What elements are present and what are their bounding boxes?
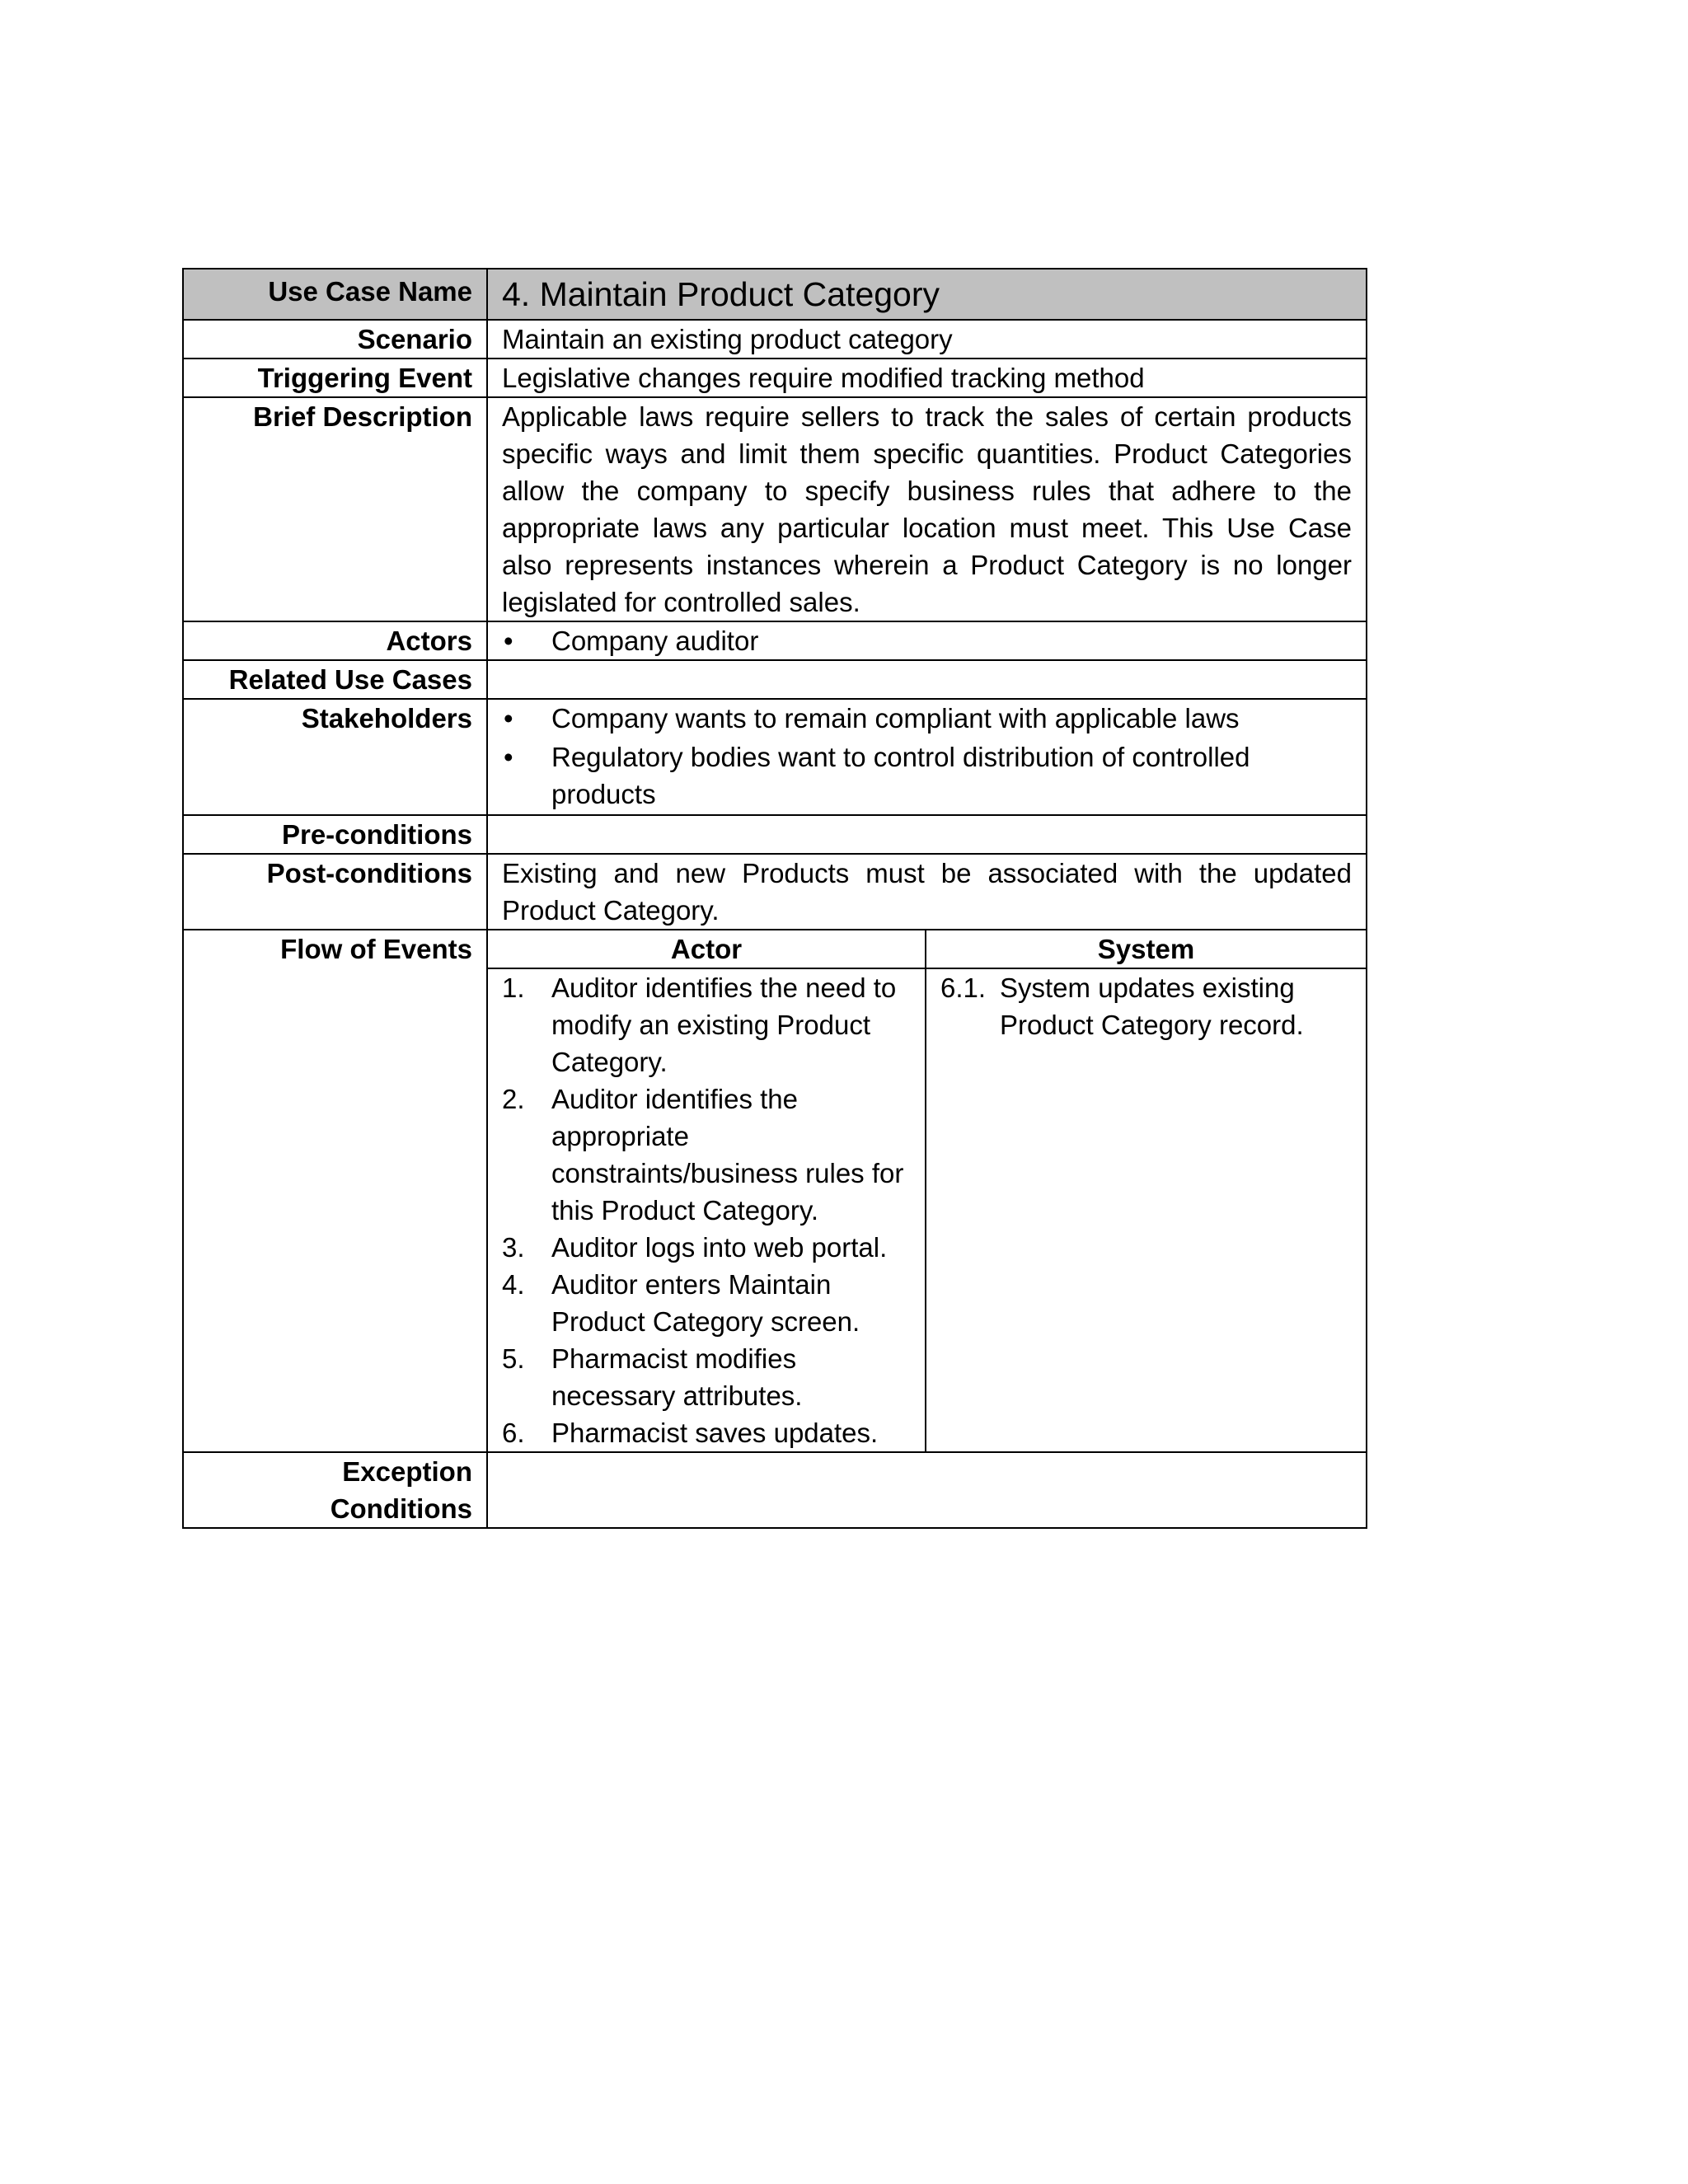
actor-steps-list [502,969,911,1451]
step-text: Pharmacist modifies necessary attributes. [551,1343,803,1411]
stakeholders-value [487,699,1367,815]
row-related-use-cases [183,660,1367,699]
label-stakeholders: Stakeholders [183,699,487,815]
row-preconditions [183,815,1367,854]
row-exception-conditions [183,1452,1367,1528]
stakeholders-list [502,700,1352,813]
actor-step [502,1229,911,1266]
actor-step [502,1340,911,1414]
postconditions-value: Existing and new Products must be associated with the updated Product Category. [487,854,1367,930]
stakeholder-text: Regulatory bodies want to control distribution of controlled products [551,742,1250,809]
row-use-case-name [183,269,1367,320]
use-case-title: 4. Maintain Product Category [502,275,940,313]
step-text: Auditor enters Maintain Product Category screen. [551,1269,860,1337]
flow-actor-cell [487,968,926,1452]
actor-step [502,1266,911,1340]
actor-text: Company auditor [551,626,759,656]
label-related-use-cases: Related Use Cases [183,660,487,699]
row-brief-description [183,397,1367,621]
related-use-cases-value [487,660,1367,699]
step-number: 4. [502,1269,525,1300]
row-actors [183,621,1367,660]
step-number: 5. [502,1343,525,1374]
row-stakeholders [183,699,1367,815]
step-number: 1. [502,972,525,1003]
label-use-case-name: Use Case Name [183,269,487,320]
list-item [502,738,1352,813]
list-item [502,622,1352,659]
preconditions-value [487,815,1367,854]
label-flow-of-events: Flow of Events [183,930,487,1452]
label-triggering-event: Triggering Event [183,359,487,397]
label-preconditions: Pre-conditions [183,815,487,854]
label-scenario: Scenario [183,320,487,359]
label-brief-description: Brief Description [183,397,487,621]
label-exception-conditions: Exception Conditions [183,1452,487,1528]
actor-step [502,969,911,1080]
step-text: Auditor identifies the need to modify an existing Product Category. [551,972,897,1077]
step-text: Auditor identifies the appropriate constraints/business rules for this Product Category. [551,1084,904,1226]
step-text: System updates existing Product Category record. [1000,972,1304,1040]
step-number: 6.1. [940,972,987,1003]
exception-conditions-value [487,1452,1367,1528]
row-flow-of-events-header [183,930,1367,968]
actor-step [502,1080,911,1229]
flow-system-header: System [926,930,1367,968]
step-number: 3. [502,1232,525,1263]
list-item [502,700,1352,737]
row-scenario [183,320,1367,359]
step-text: Auditor logs into web portal. [551,1232,888,1263]
actors-value [487,621,1367,660]
brief-description-value: Applicable laws require sellers to track the sales of certain products specific ways and limit them specific quantities. Product Categories allow the company to specify business rules that adhere to the appropriate laws any particular location must meet. This Use Case also represents instances wherein a Product Category is no longer legislated for controlled sales. [487,397,1367,621]
scenario-value: Maintain an existing product category [487,320,1367,359]
bullet-icon: • [504,703,513,733]
flow-actor-header: Actor [487,930,926,968]
bullet-icon: • [504,626,513,656]
use-case-table [182,268,1367,1529]
label-actors: Actors [183,621,487,660]
step-text: Pharmacist saves updates. [551,1418,879,1448]
step-number: 2. [502,1084,525,1114]
label-postconditions: Post-conditions [183,854,487,930]
row-postconditions [183,854,1367,930]
row-triggering-event [183,359,1367,397]
actor-step [502,1414,911,1451]
triggering-event-value: Legislative changes require modified tracking method [487,359,1367,397]
step-number: 6. [502,1418,525,1448]
bullet-icon: • [504,742,513,772]
flow-system-cell [926,968,1367,1452]
system-step [940,969,1352,1043]
stakeholder-text: Company wants to remain compliant with applicable laws [551,703,1240,733]
use-case-title-cell [487,269,1367,320]
actors-list [502,622,1352,659]
